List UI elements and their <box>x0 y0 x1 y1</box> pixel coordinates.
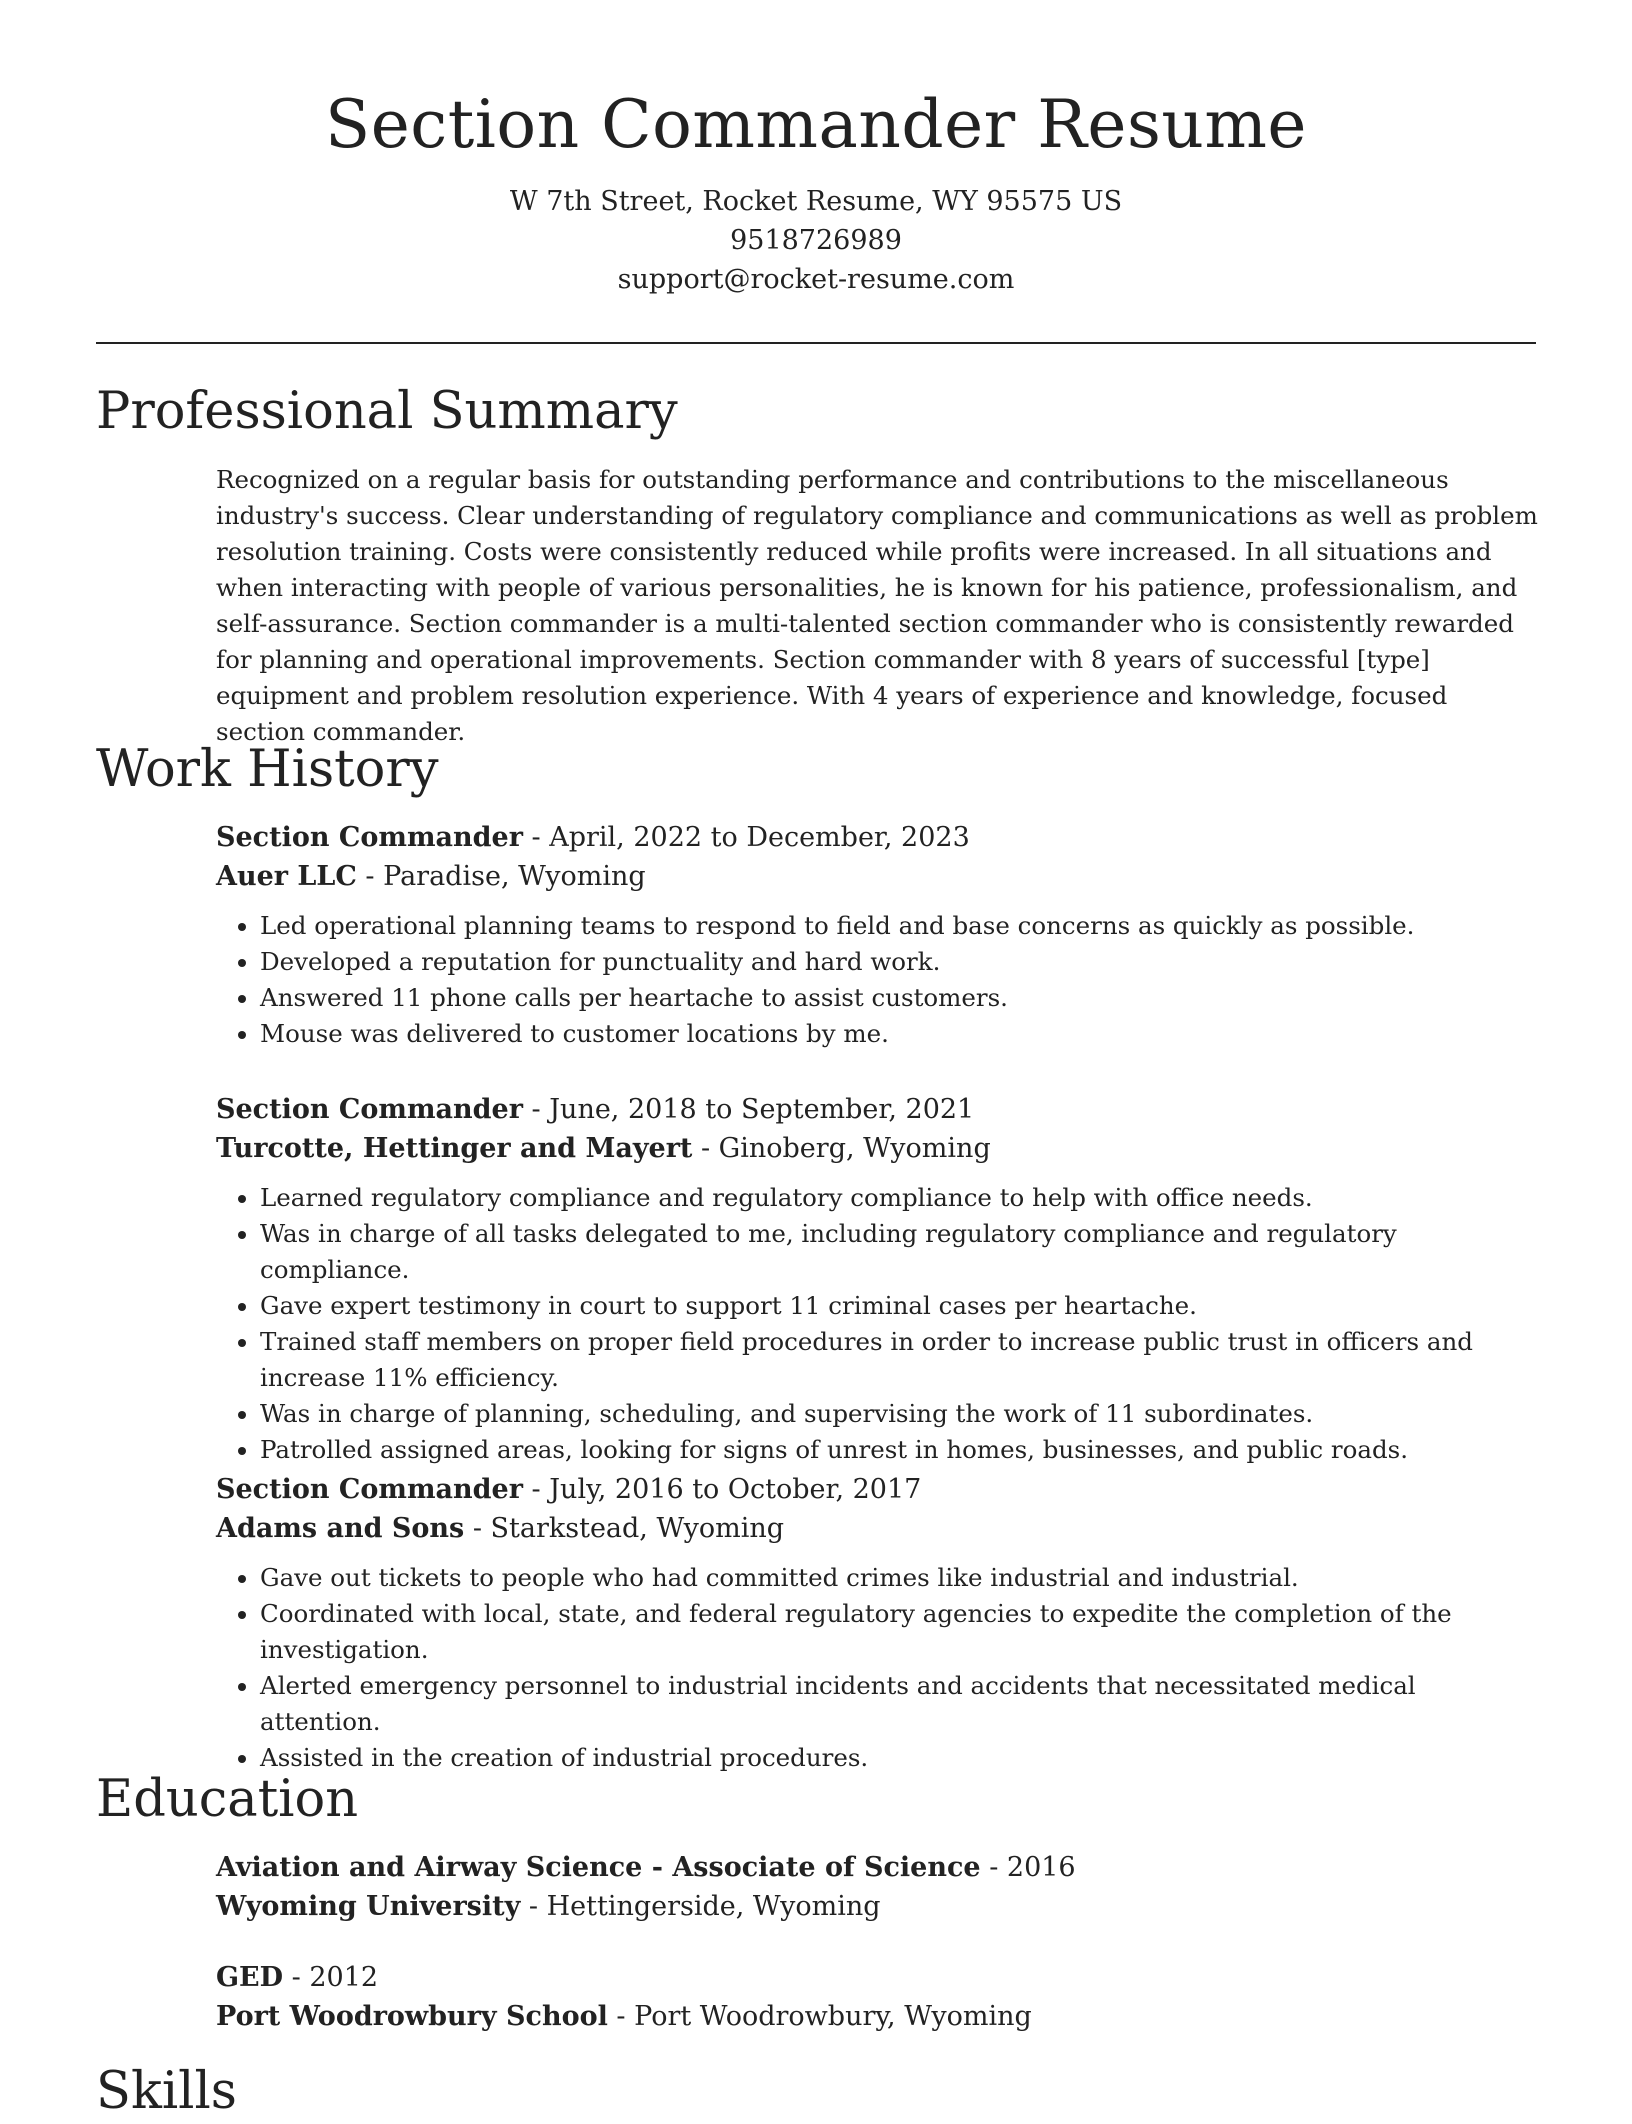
phone: 9518726989 <box>730 225 902 256</box>
summary-section <box>216 462 1538 750</box>
resume-title: Section Commander Resume <box>325 86 1307 163</box>
job-duties-list <box>216 1180 1538 1468</box>
job-duty: • Was in charge of all tasks delegated to me, including regulatory compliance and regulatory compliance. <box>260 1216 1538 1288</box>
job-title-line <box>216 818 1538 857</box>
summary-heading: Professional Summary <box>96 382 678 441</box>
job-company-line <box>216 1129 1538 1168</box>
resume-header <box>96 80 1536 299</box>
degree: GED <box>216 1962 284 1993</box>
job-title: Section Commander <box>216 822 523 853</box>
job-duty: • Developed a reputation for punctuality and hard work. <box>260 944 1538 980</box>
job-company-line <box>216 1509 1538 1548</box>
job-dates: - July, 2016 to October, 2017 <box>522 1474 922 1505</box>
education-entry <box>216 1848 1538 1926</box>
job-title: Section Commander <box>216 1474 523 1505</box>
summary-text: Recognized on a regular basis for outstanding performance and contributions to the miscellaneous industry's success. Clear understanding of regulatory compliance and communications as well as problem resolution training. Costs were consistently reduced while profits were increased. In all situations and when interacting with people of various personalities, he is known for his patience, professionalism, and self-assurance. Section commander is a multi-talented section commander who is consistently rewarded for planning and operational improvements. Section commander with 8 years of successful [type] equipment and problem resolution experience. With 4 years of experience and knowledge, focused section commander. <box>216 465 1538 746</box>
job-duty: • Assisted in the creation of industrial procedures. <box>260 1740 1538 1776</box>
job-location: - Ginoberg, Wyoming <box>692 1133 991 1164</box>
job-location: - Paradise, Wyoming <box>356 861 646 892</box>
job-entry <box>216 818 1538 1052</box>
work-history-heading: Work History <box>96 740 439 799</box>
job-entry <box>216 1470 1538 1776</box>
job-duty: • Gave out tickets to people who had committed crimes like industrial and industrial. <box>260 1560 1538 1596</box>
job-duties-list <box>216 1560 1538 1776</box>
school-line <box>216 1997 1538 2036</box>
degree-line <box>216 1958 1538 1997</box>
contact-block <box>96 182 1536 299</box>
job-duty: • Patrolled assigned areas, looking for signs of unrest in homes, businesses, and public roads. <box>260 1432 1538 1468</box>
school-name: Port Woodrowbury School <box>216 2001 608 2032</box>
job-location: - Starkstead, Wyoming <box>464 1513 785 1544</box>
skills-heading: Skills <box>96 2062 237 2121</box>
job-entry <box>216 1090 1538 1468</box>
education-heading: Education <box>96 1770 359 1829</box>
education-entry <box>216 1958 1538 2036</box>
job-company-line <box>216 857 1538 896</box>
job-duty: • Answered 11 phone calls per heartache to assist customers. <box>260 980 1538 1016</box>
job-duty: • Gave expert testimony in court to support 11 criminal cases per heartache. <box>260 1288 1538 1324</box>
job-company: Auer LLC <box>216 861 357 892</box>
job-duty: • Was in charge of planning, scheduling, and supervising the work of 11 subordinates. <box>260 1396 1538 1432</box>
job-title-line <box>216 1090 1538 1129</box>
job-duty: • Learned regulatory compliance and regulatory compliance to help with office needs. <box>260 1180 1538 1216</box>
job-dates: - April, 2022 to December, 2023 <box>522 822 970 853</box>
job-company: Turcotte, Hettinger and Mayert <box>216 1133 693 1164</box>
job-dates: - June, 2018 to September, 2021 <box>522 1094 975 1125</box>
school-name: Wyoming University <box>216 1891 521 1922</box>
address: W 7th Street, Rocket Resume, WY 95575 US <box>509 186 1123 217</box>
job-company: Adams and Sons <box>216 1513 465 1544</box>
job-duty: • Coordinated with local, state, and federal regulatory agencies to expedite the completion of the investigation. <box>260 1596 1538 1668</box>
email: support@rocket-resume.com <box>617 264 1015 295</box>
job-duty: • Trained staff members on proper field procedures in order to increase public trust in officers and increase 11% efficiency. <box>260 1324 1538 1396</box>
job-title-line <box>216 1470 1538 1509</box>
school-line <box>216 1887 1538 1926</box>
graduation-year: - 2012 <box>283 1962 379 1993</box>
degree: Aviation and Airway Science - Associate of Science <box>216 1852 981 1883</box>
school-location: - Hettingerside, Wyoming <box>520 1891 881 1922</box>
job-duty: • Mouse was delivered to customer locations by me. <box>260 1016 1538 1052</box>
job-duty: • Alerted emergency personnel to industrial incidents and accidents that necessitated medical attention. <box>260 1668 1538 1740</box>
job-title: Section Commander <box>216 1094 523 1125</box>
header-divider <box>96 342 1536 344</box>
graduation-year: - 2016 <box>980 1852 1076 1883</box>
job-duties-list <box>216 908 1538 1052</box>
degree-line <box>216 1848 1538 1887</box>
school-location: - Port Woodrowbury, Wyoming <box>607 2001 1032 2032</box>
job-duty: • Led operational planning teams to respond to field and base concerns as quickly as possible. <box>260 908 1538 944</box>
